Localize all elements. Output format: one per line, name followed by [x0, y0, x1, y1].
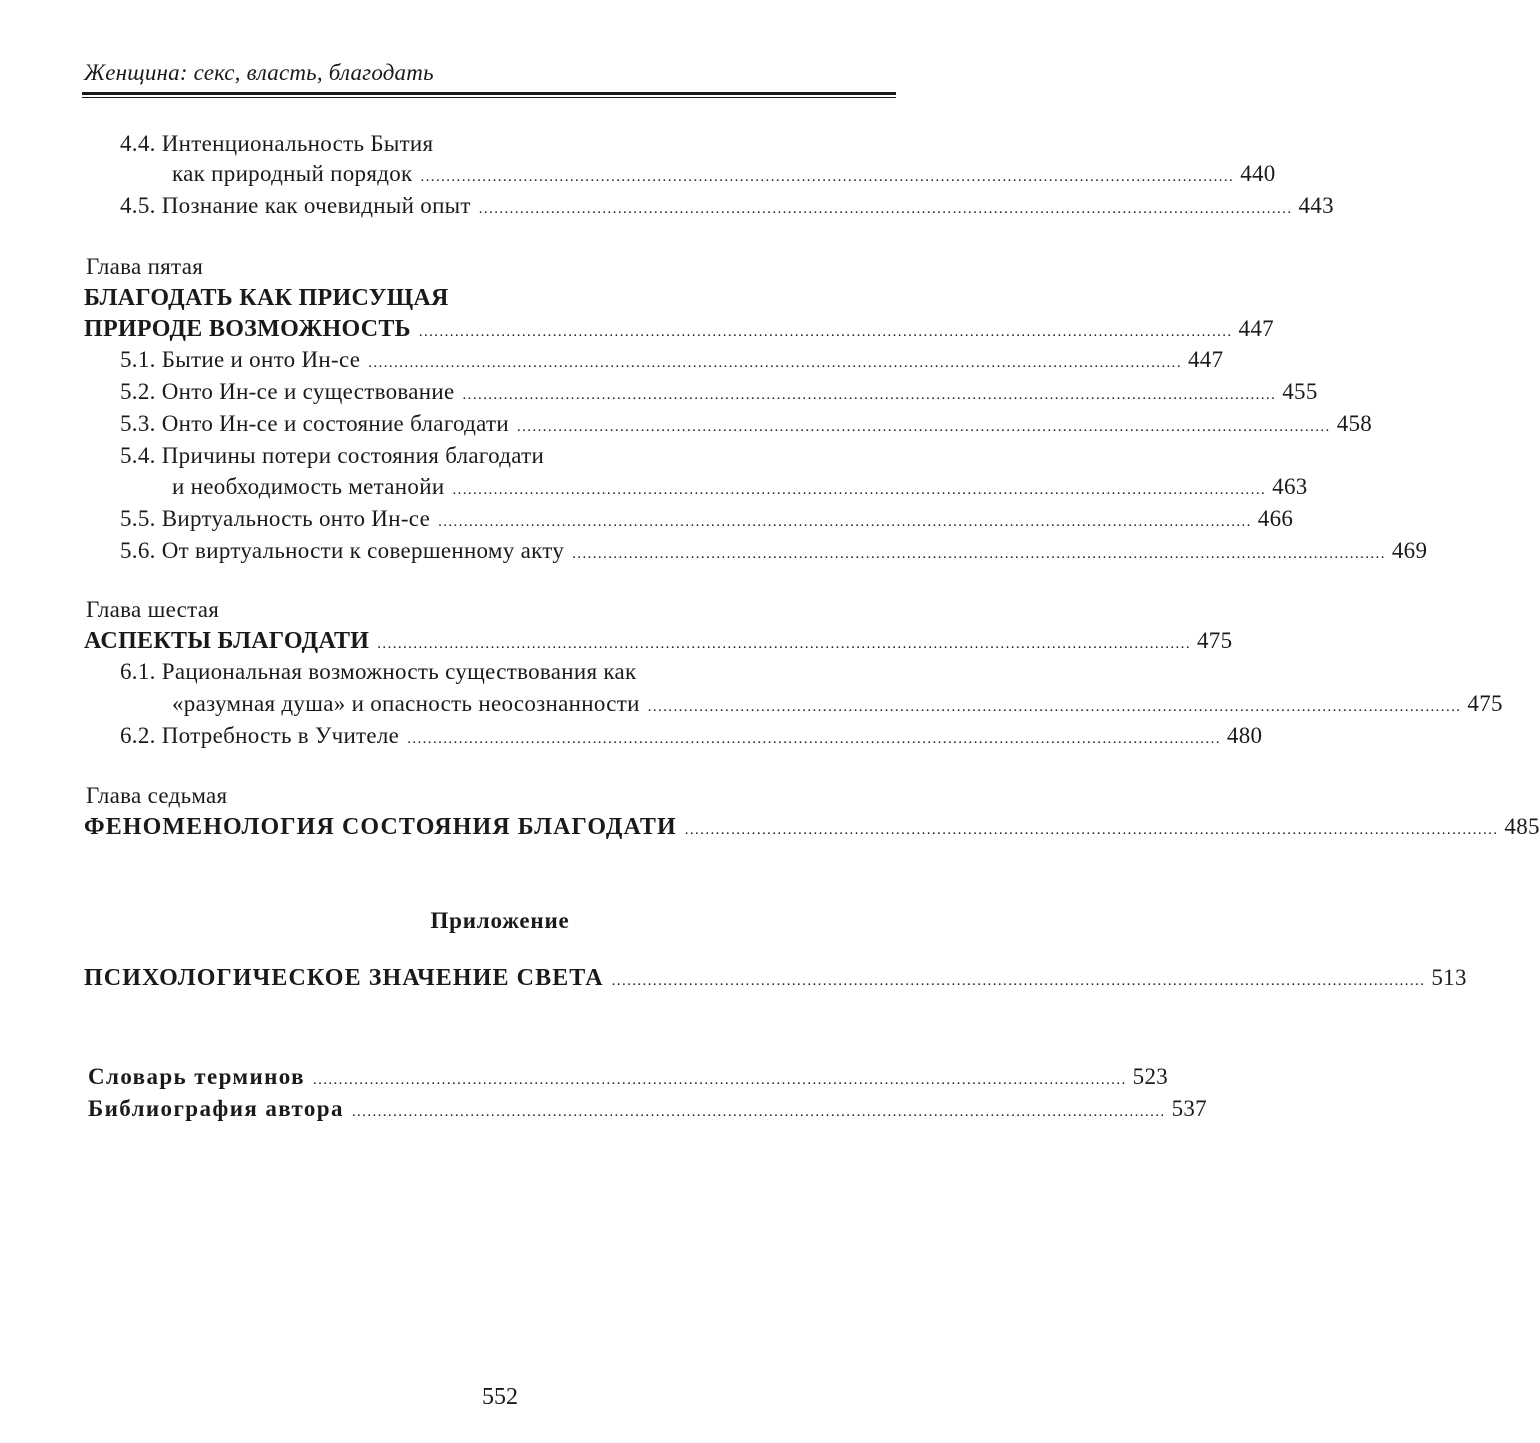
toc-entry-title: 4.5. Познание как очевидный опыт [120, 193, 471, 218]
toc-page-number: 469 [1391, 538, 1428, 563]
toc-page-number: 466 [1257, 506, 1294, 531]
toc-entry [0, 688, 1503, 720]
leader-dots: .............................................................................................................................................................. [420, 169, 1235, 185]
leader-dots: .............................................................................................................................................................. [438, 514, 1252, 530]
running-head: Женщина: секс, власть, благодать [84, 60, 434, 85]
toc-entry [0, 625, 1233, 657]
leader-dots: .............................................................................................................................................................. [418, 324, 1233, 340]
toc-entry [0, 811, 1540, 843]
toc-entry-title: 6.2. Потребность в Учителе [120, 723, 400, 748]
toc-line [0, 656, 1000, 688]
toc-page-number: 513 [1431, 965, 1467, 990]
leader-dots: .............................................................................................................................................................. [462, 387, 1277, 403]
toc-page-number: 475 [1467, 691, 1503, 716]
chapter-label: Глава седьмая [86, 783, 228, 808]
leader-dots: .............................................................................................................................................................. [647, 699, 1462, 715]
toc-entry [0, 190, 1334, 222]
toc-page-number: 440 [1240, 161, 1276, 186]
toc-entry [0, 962, 1467, 994]
toc-page-number: 480 [1226, 723, 1263, 748]
toc-entry [0, 408, 1373, 440]
toc-line [0, 128, 1000, 160]
toc-line [0, 440, 1000, 472]
appendix-label: Приложение [430, 908, 570, 933]
toc-entry [0, 535, 1428, 567]
toc-entry [0, 1061, 1169, 1093]
glossary-title: Словарь терминов [88, 1064, 305, 1089]
toc-entry [0, 1093, 1207, 1125]
chapter-title-line: ПРИРОДЕ ВОЗМОЖНОСТЬ [84, 316, 411, 342]
toc-page-number: 475 [1196, 628, 1233, 653]
toc-page-number: 455 [1282, 379, 1318, 404]
toc-entry [0, 158, 1276, 190]
chapter-label: Глава пятая [86, 254, 204, 279]
page-number: 552 [482, 1384, 518, 1410]
toc-page-number: 523 [1132, 1064, 1169, 1089]
toc-entry [0, 503, 1294, 535]
leader-dots: .............................................................................................................................................................. [351, 1104, 1166, 1120]
bibliography-title: Библиография автора [88, 1096, 344, 1121]
toc-entry-title: 5.1. Бытие и онто Ин-се [120, 347, 361, 372]
chapter-title: АСПЕКТЫ БЛАГОДАТИ [84, 628, 370, 654]
toc-entry-title: 5.6. От виртуальности к совершенному акту [120, 538, 565, 563]
toc-entry [0, 313, 1274, 345]
toc-entry-title: 6.1. Рациональная возможность существования как [120, 659, 637, 684]
leader-dots: .............................................................................................................................................................. [407, 731, 1221, 747]
leader-dots: .............................................................................................................................................................. [684, 822, 1499, 838]
leader-dots: .............................................................................................................................................................. [611, 973, 1426, 989]
toc-entry-title: 4.4. Интенциональность Бытия [120, 131, 434, 156]
toc-entry-title: как природный порядок [172, 161, 413, 186]
toc-page-number: 443 [1298, 193, 1334, 218]
chapter-title [0, 282, 1000, 314]
header-rule-thick [82, 92, 896, 95]
chapter-title-line: БЛАГОДАТЬ КАК ПРИСУЩАЯ [84, 285, 449, 311]
toc-page-number: 447 [1187, 347, 1224, 372]
leader-dots: .............................................................................................................................................................. [368, 355, 1182, 371]
appendix-title: ПСИХОЛОГИЧЕСКОЕ ЗНАЧЕНИЕ СВЕТА [84, 965, 604, 991]
toc-entry [0, 344, 1224, 376]
leader-dots: .............................................................................................................................................................. [452, 482, 1267, 498]
leader-dots: .............................................................................................................................................................. [478, 201, 1293, 217]
toc-entry-title: 5.3. Онто Ин-се и состояние благодати [120, 411, 509, 436]
toc-page-number: 458 [1336, 411, 1373, 436]
toc-page-number: 463 [1272, 474, 1308, 499]
toc-entry-title: «разумная душа» и опасность неосознанности [172, 691, 640, 716]
leader-dots: .............................................................................................................................................................. [377, 636, 1191, 652]
toc-entry [0, 720, 1263, 752]
toc-entry-title: 5.2. Онто Ин-се и существование [120, 379, 455, 404]
chapter-title: ФЕНОМЕНОЛОГИЯ СОСТОЯНИЯ БЛАГОДАТИ [84, 814, 677, 840]
leader-dots: .............................................................................................................................................................. [572, 546, 1386, 562]
toc-page-number: 485 [1504, 814, 1540, 839]
toc-entry-title: 5.5. Виртуальность онто Ин-се [120, 506, 431, 531]
leader-dots: .............................................................................................................................................................. [517, 419, 1331, 435]
toc-page-number: 447 [1238, 316, 1274, 341]
toc-page-number: 537 [1171, 1096, 1207, 1121]
toc-entry-title: и необходимость метанойи [172, 474, 445, 499]
toc-entry-title: 5.4. Причины потери состояния благодати [120, 443, 545, 468]
chapter-label: Глава шестая [86, 597, 220, 622]
header-rule-thin [82, 97, 896, 98]
toc-entry [0, 376, 1318, 408]
leader-dots: .............................................................................................................................................................. [312, 1072, 1127, 1088]
toc-entry [0, 471, 1308, 503]
